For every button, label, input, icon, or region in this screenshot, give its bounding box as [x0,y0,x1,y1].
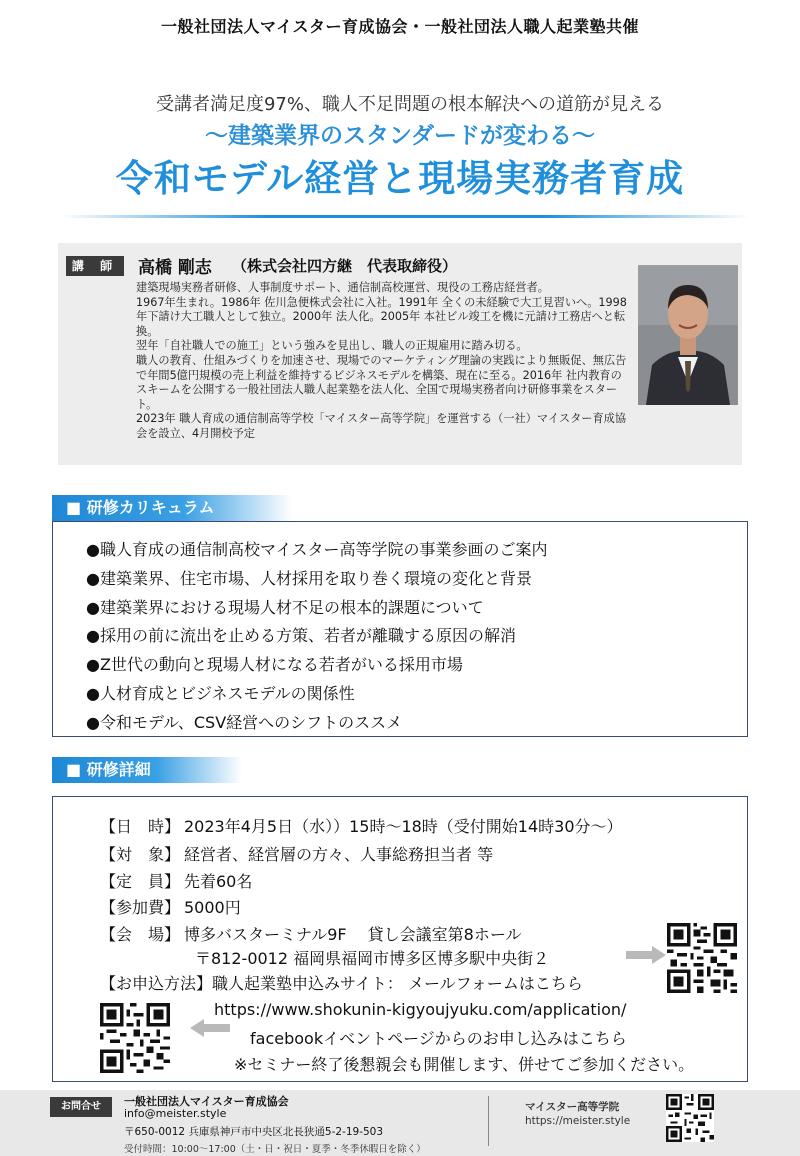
apply-label: 【お申込方法】 [100,974,213,993]
footer-org: 一般社団法人マイスター育成協会 [124,1095,289,1108]
details-header: ■ 研修詳細 [52,757,242,783]
date-label: 【日 時】 [100,817,181,836]
apply-row [100,971,583,994]
fee-value: 5000円 [184,898,241,917]
target-label: 【対 象】 [100,845,181,864]
date-row [100,814,623,837]
qr-code-icon[interactable] [667,923,737,993]
footer-address: 〒650-0012 兵庫県神戸市中央区北長狭通5-2-19-503 [124,1126,384,1138]
venue-row [100,922,522,945]
curriculum-item: ●職人育成の通信制高校マイスター高等学院の事業参画のご案内 [86,540,548,559]
target-value: 経営者、経営層の方々、人事総務担当者 等 [184,845,494,864]
organizer-line: 一般社団法人マイスター育成協会・一般社団法人職人起業塾共催 [160,17,640,36]
lecturer-name: 高橋 剛志 [138,258,212,278]
lecturer-company: （株式会社四方継 代表取締役） [232,257,458,275]
subheading: 受講者満足度97%、職人不足問題の根本解決への道筋が見える [155,94,664,115]
footer-email[interactable]: info@meister.style [124,1107,227,1120]
title-divider [60,215,750,218]
date-value: 2023年4月5日（水））15時〜18時（受付開始14時30分〜） [184,817,623,836]
tagline: 〜建築業界のスタンダードが変わる〜 [204,123,596,149]
curriculum-header: ■ 研修カリキュラム [52,495,292,521]
qr-code-icon[interactable] [666,1094,714,1142]
bio-line: 建築現場実務者研修、人事制度サポート、通信制高校運営、現役の工務店経営者。 [136,281,549,294]
fee-row [100,895,241,918]
curriculum-list [86,536,726,738]
capacity-label: 【定 員】 [100,872,181,891]
curriculum-item: ●建築業界、住宅市場、人材採用を取り巻く環境の変化と背景 [86,568,532,588]
bio-line: 職人の教育、仕組みづくりを加速させ、現場でのマーケティング理論の実践により無販促、無広告で年間5億円規模の売上利益を維持するビジネスモデルを構築、現在に至る。2016年 社内教育のスキームを公開する一般社団法人職人起業塾を法人化、全国で現場実務者向け研修事業をスタート。 [136,353,627,411]
school-url[interactable]: https://meister.style [525,1115,631,1127]
lecturer-bio [136,281,630,442]
bio-line: 翌年「自社職人での施工」という強みを見出し、職人の正規雇用に踏み切る。 [136,339,528,353]
curriculum-item: ●建築業界における現場人材不足の根本的課題について [86,597,484,617]
curriculum-item: ●令和モデル、CSV経営へのシフトのススメ [86,712,403,732]
lecturer-badge: 講 師 [66,256,124,276]
facebook-link[interactable]: facebookイベントページからのお申し込みはこちら [250,1029,627,1048]
party-note: ※セミナー終了後懇親会も開催します、併せてご参加ください。 [234,1055,695,1074]
capacity-row [100,869,252,892]
page-title: 令和モデル経営と現場実務者育成 [115,157,685,200]
curriculum-item: ●採用の前に流出を止める方策、若者が離職する原因の解消 [86,626,516,646]
footer-divider [488,1096,489,1146]
arrow-left-icon [190,1019,230,1037]
arrow-right-icon [626,946,666,964]
bio-line: 1967年生まれ。1986年 佐川急便株式会社に入社。1991年 全くの未経験で大工見習いへ。1998年下請け大工職人として独立。2000年 法人化。2005年 本社ビル竣工を機に元請け工務店へと転換。 [136,295,627,338]
venue-value: 博多バスターミナル9F 貸し会議室第8ホール [184,925,522,944]
qr-code-icon[interactable] [100,1003,170,1073]
footer-hours: 受付時間：10:00〜17:00（土・日・祝日・夏季・冬季休暇日を除く） [124,1144,426,1155]
bio-line: 2023年 職人育成の通信制高等学校「マイスター高等学院」を運営する（一社）マイスター育成協会を設立、4月開校予定 [136,412,627,440]
curriculum-item: ●人材育成とビジネスモデルの関係性 [86,683,355,703]
apply-url-link[interactable]: https://www.shokunin-kigyoujyuku.com/application/ [214,1000,627,1019]
lecturer-photo [638,265,738,405]
venue-address: 〒812-0012 福岡県福岡市博多区博多駅中央街２ [195,949,550,968]
curriculum-item: ●Z世代の動向と現場人材になる若者がいる採用市場 [86,655,463,675]
school-name: マイスター高等学院 [525,1101,620,1113]
target-row [100,842,493,865]
fee-label: 【参加費】 [100,898,181,917]
capacity-value: 先着60名 [184,872,253,891]
apply-link[interactable]: 職人起業塾申込みサイト： メールフォームはこちら [212,974,583,993]
venue-label: 【会 場】 [100,925,181,944]
contact-badge: お問合せ [50,1097,112,1117]
